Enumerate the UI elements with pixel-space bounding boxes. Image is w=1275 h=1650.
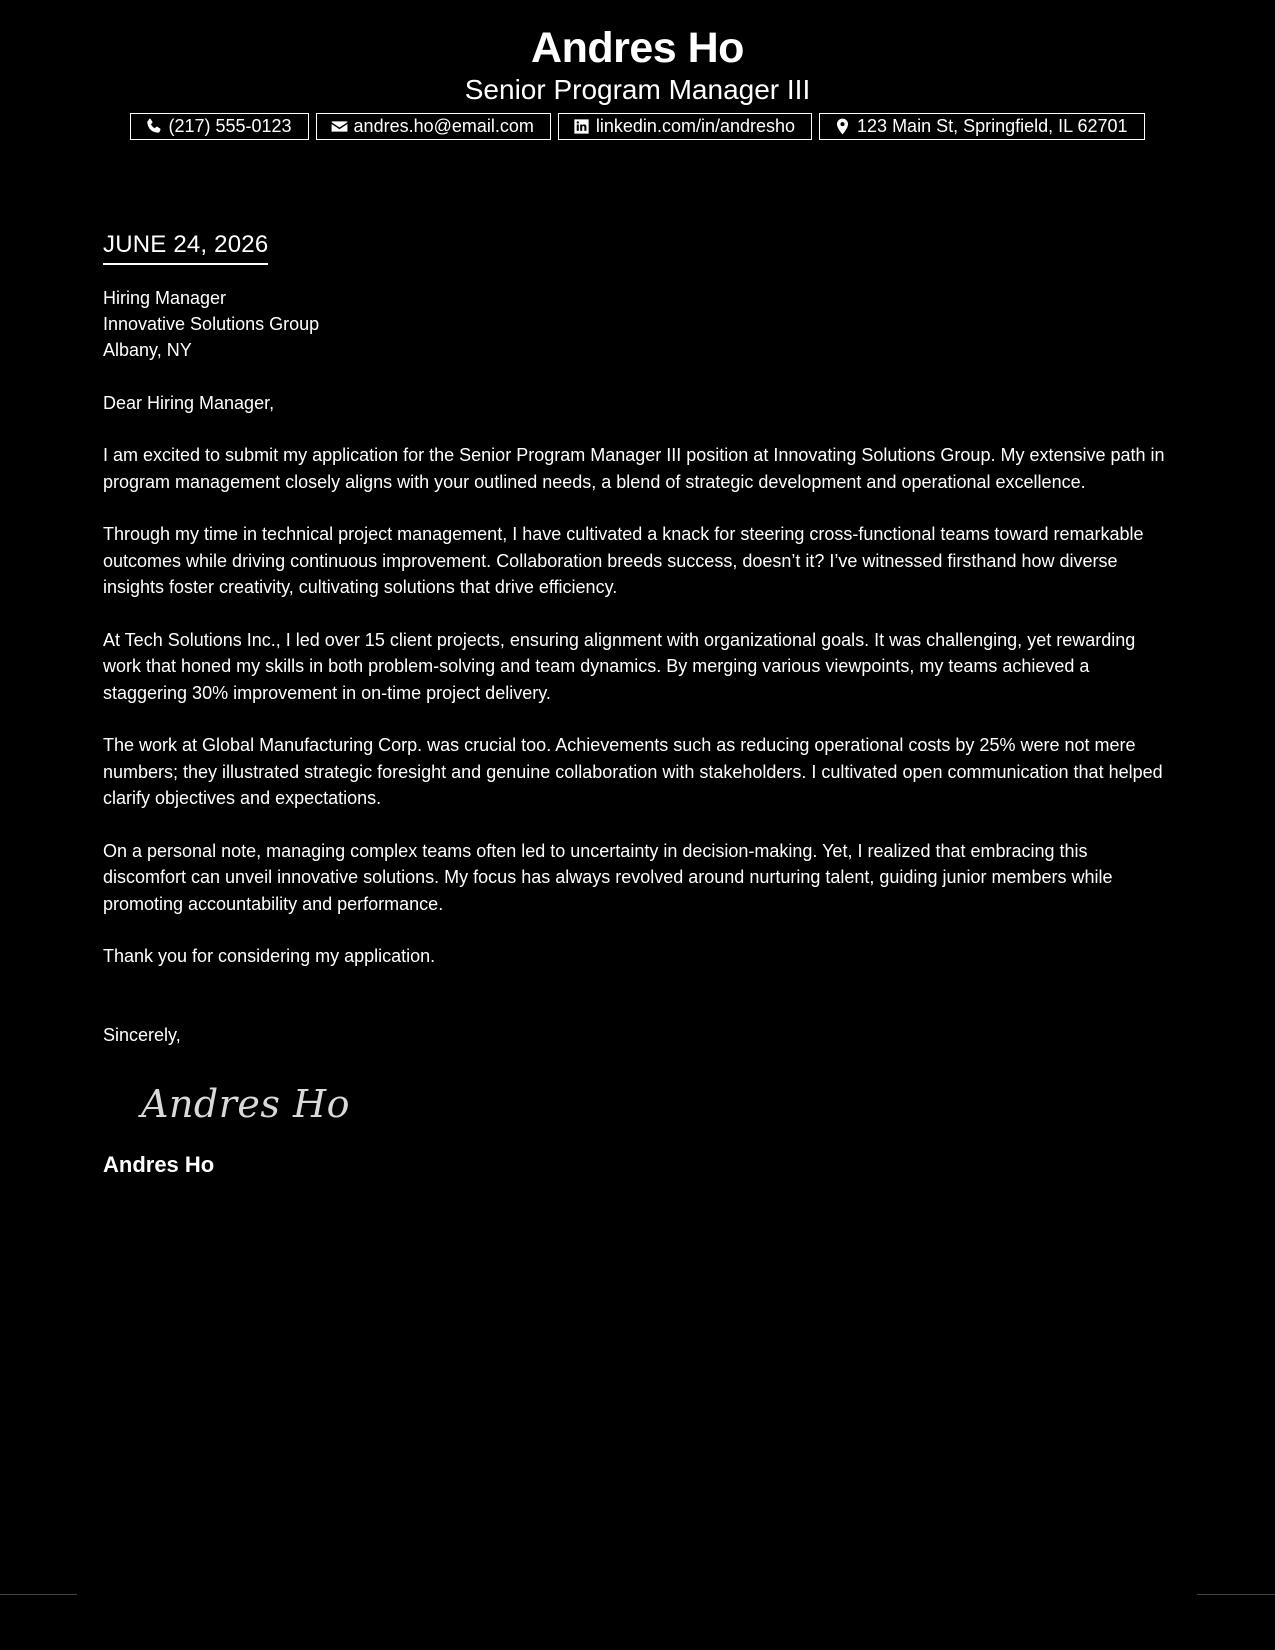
contact-linkedin-text: linkedin.com/in/andresho	[595, 116, 796, 136]
applicant-title: Senior Program Manager III	[464, 74, 811, 105]
body-paragraph: Through my time in technical project management, I have cultivated a knack for steering cross-functional teams toward remarkable outcomes while driving continuous improvement. Collaboration breeds success, doesn’t it? I’ve witnessed firsthand how diverse insights foster creativity, cultivating solutions that drive efficiency.	[103, 524, 1144, 597]
letter-header	[0, 22, 1275, 106]
contact-email	[316, 113, 551, 140]
signer-name: Andres Ho	[103, 1151, 215, 1177]
recipient-line: Hiring Manager	[103, 288, 227, 308]
footer-divider-left	[0, 1594, 77, 1595]
greeting: Dear Hiring Manager,	[103, 393, 275, 413]
contact-address-text: 123 Main St, Springfield, IL 62701	[857, 116, 1128, 136]
closing: Sincerely,	[103, 1024, 181, 1045]
envelope-icon	[330, 117, 349, 136]
recipient-line: Innovative Solutions Group	[103, 314, 320, 334]
contact-linkedin	[558, 113, 812, 140]
footer-divider-right	[1197, 1594, 1275, 1595]
contact-email-text: andres.ho@email.com	[353, 116, 534, 136]
linkedin-icon	[572, 117, 591, 136]
recipient-block	[103, 285, 1175, 363]
body-paragraph: The work at Global Manufacturing Corp. was crucial too. Achievements such as reducing operational costs by 25% were not mere numbers; they illustrated strategic foresight and genuine collaboration with stakeholders. I cultivated open communication that helped clarify objectives and expectations.	[103, 735, 1163, 808]
applicant-name: Andres Ho	[531, 24, 744, 72]
contact-bar	[0, 113, 1275, 140]
body-paragraph: On a personal note, managing complex teams often led to uncertainty in decision-making. Yet, I realized that embracing this discomfort can unveil innovative solutions. My focus has always revolved around nurturing talent, guiding junior members while promoting accountability and performance.	[103, 840, 1113, 914]
body-paragraph: Thank you for considering my application.	[103, 946, 436, 966]
letter-body	[103, 228, 1175, 1180]
contact-phone	[130, 113, 308, 140]
phone-icon	[144, 117, 163, 136]
letter-date: JUNE 24, 2026	[103, 228, 268, 265]
body-paragraph: I am excited to submit my application for the Senior Program Manager III position at Innovating Solutions Group. My extensive path in program management closely aligns with your outlined needs, a blend of strategic development and operational excellence.	[103, 445, 1165, 492]
recipient-line: Albany, NY	[103, 340, 192, 360]
handwritten-signature: Andres Ho	[141, 1081, 350, 1126]
body-paragraph: At Tech Solutions Inc., I led over 15 client projects, ensuring alignment with organizational goals. It was challenging, yet rewarding work that honed my skills in both problem-solving and team dynamics. By merging various viewpoints, my teams achieved a staggering 30% improvement in on-time project delivery.	[103, 629, 1136, 703]
contact-phone-text: (217) 555-0123	[168, 116, 292, 136]
map-pin-icon	[833, 117, 852, 136]
contact-address	[819, 113, 1145, 140]
